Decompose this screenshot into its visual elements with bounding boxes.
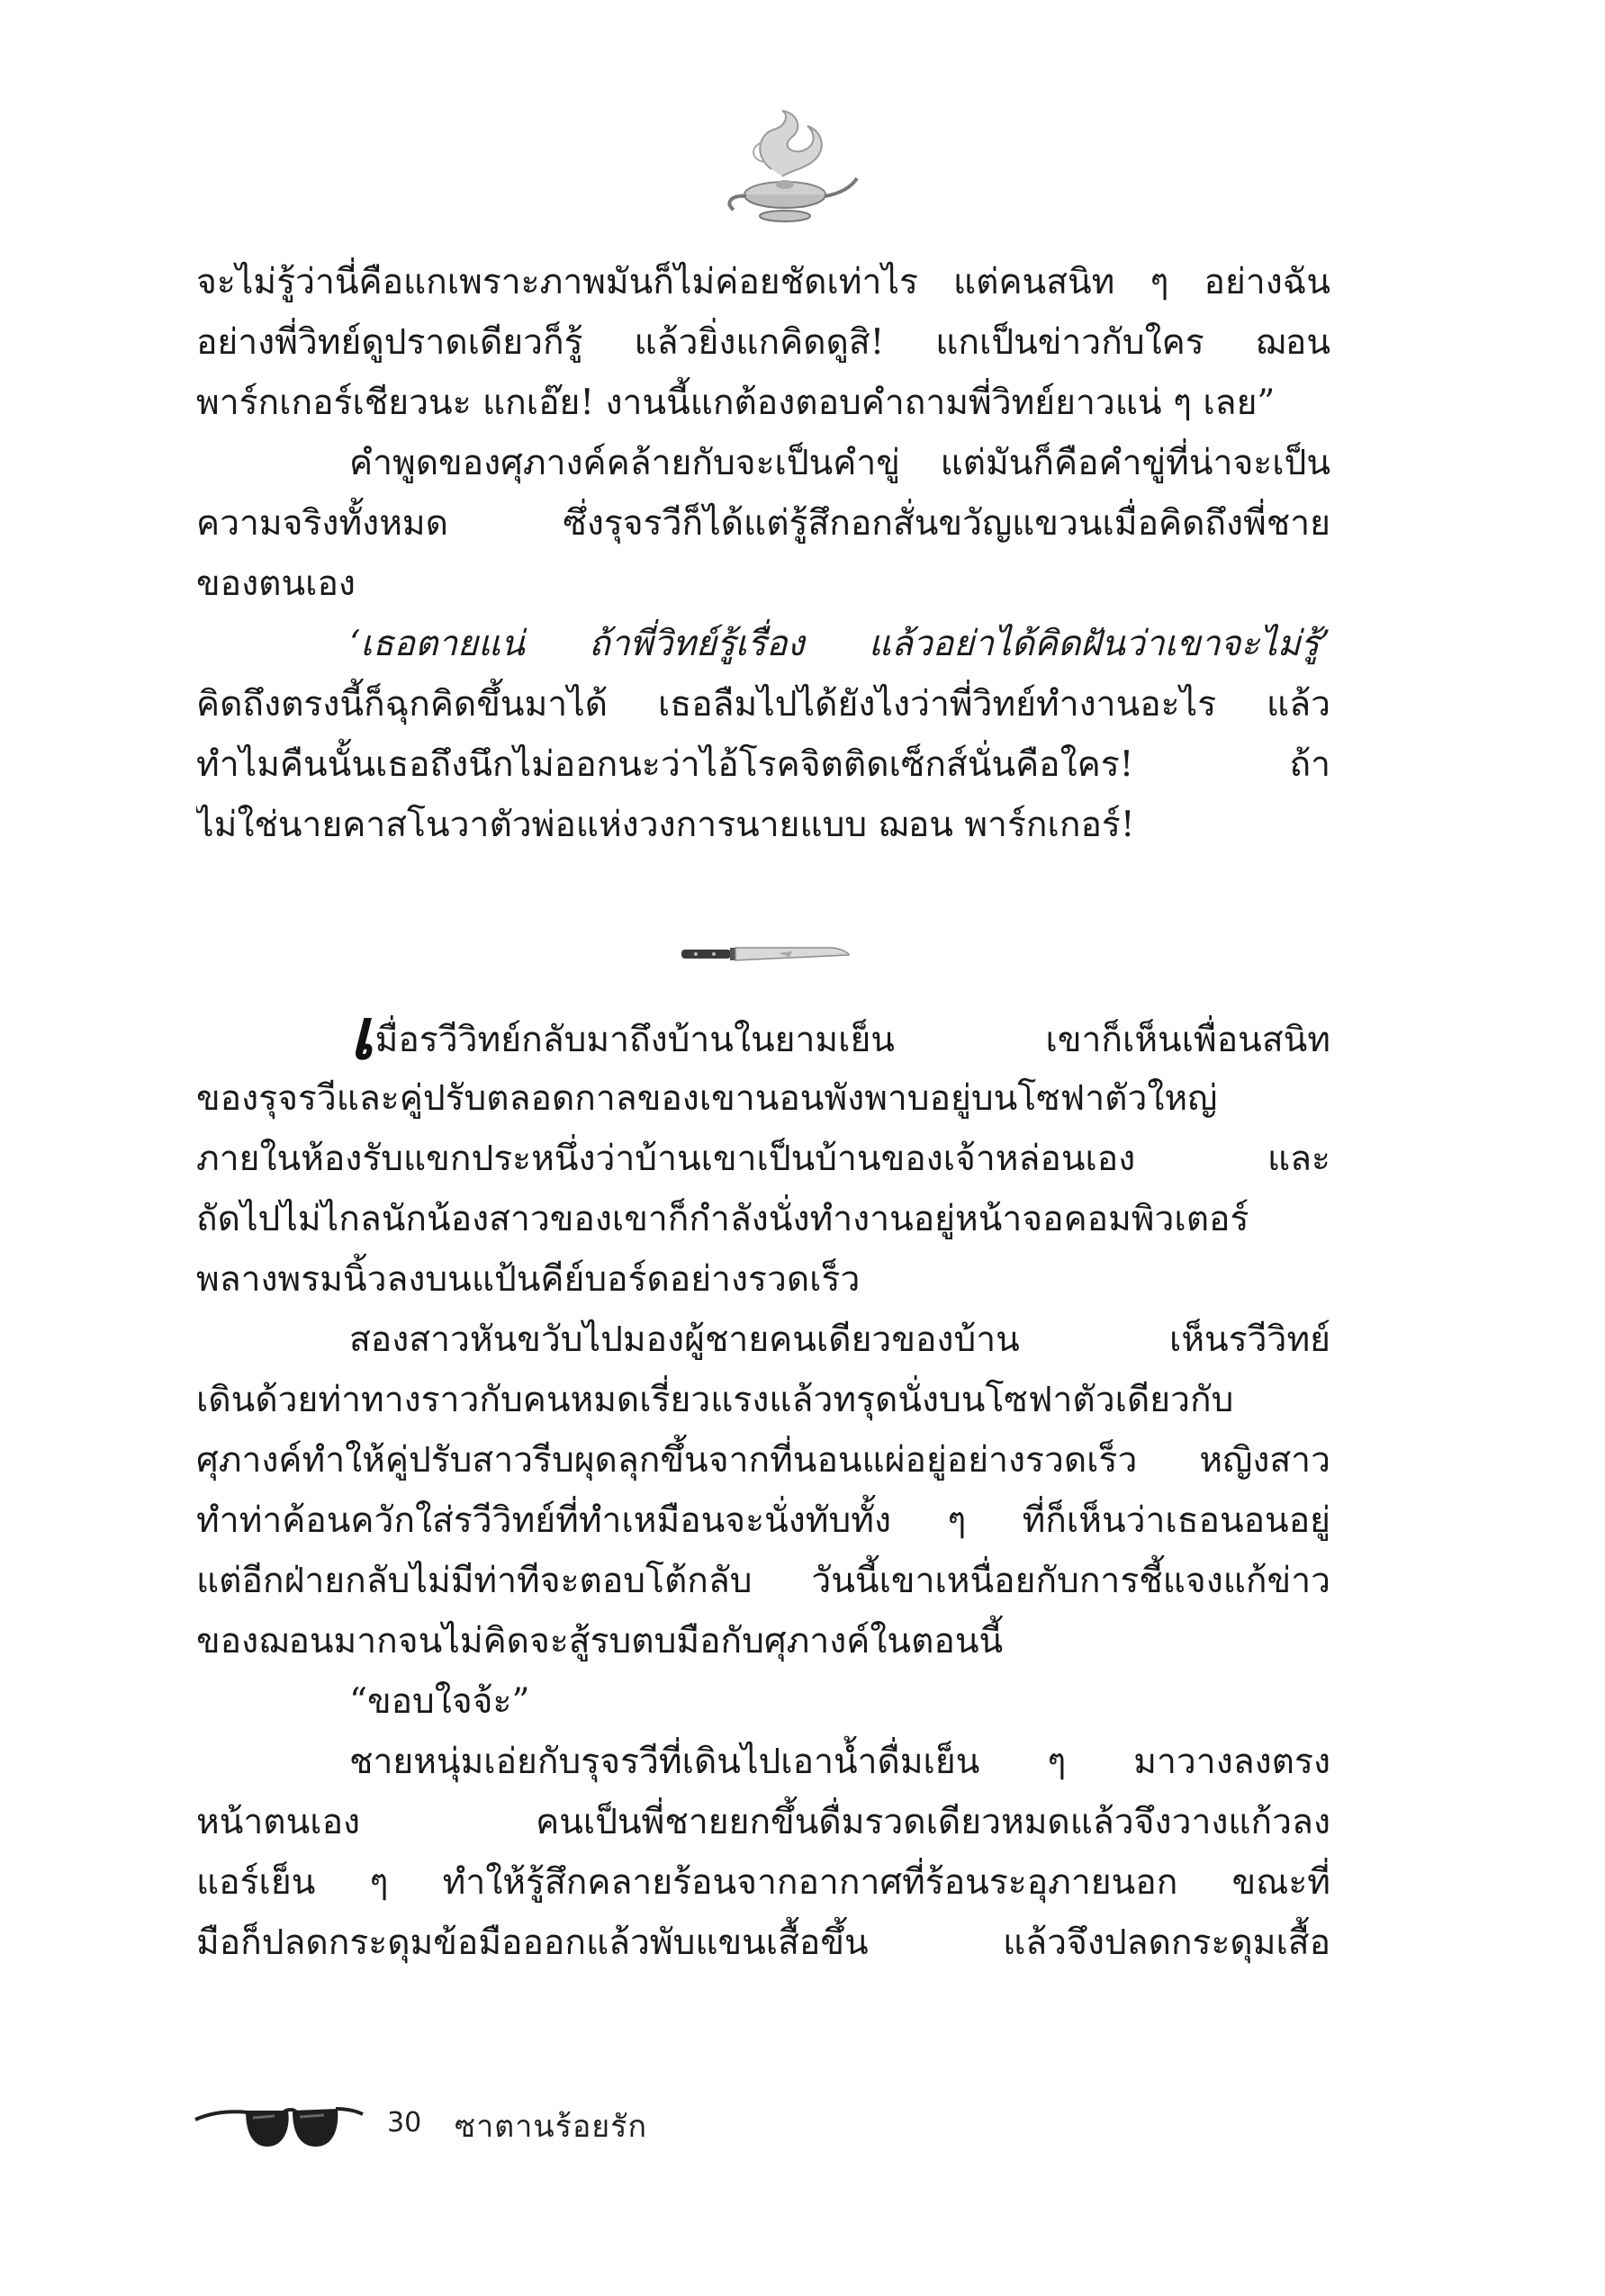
- knife-divider-icon: [680, 941, 851, 968]
- text-line: มือก็ปลดกระดุมข้อมือออกแล้วพับแขนเสื้อขึ้น แล้วจึงปลดกระดุมเสื้อ: [196, 1922, 1330, 1963]
- text-line: ภายในห้องรับแขกประหนึ่งว่าบ้านเขาเป็นบ้านของเจ้าหล่อนเอง และ: [196, 1139, 1330, 1179]
- opening-line: [196, 1008, 1330, 1068]
- magic-lamp-icon: [708, 106, 861, 232]
- text-line: คำพูดของศุภางค์คล้ายกับจะเป็นคำขู่ แต่มันก็คือคำขู่ที่น่าจะเป็น: [349, 443, 1330, 483]
- text-line: ถัดไปไม่ไกลนักน้องสาวของเขาก็กำลังนั่งทำงานอยู่หน้าจอคอมพิวเตอร์: [196, 1199, 1249, 1239]
- italic-thought-line: ‘เธอตายแน่ ถ้าพี่วิทย์รู้เรื่อง แล้วอย่าได้คิดฝันว่าเขาจะไม่รู้’: [349, 624, 1330, 664]
- text-line: แอร์เย็น ๆ ทำให้รู้สึกคลายร้อนจากอากาศที่ร้อนระอุภายนอก ขณะที่: [196, 1862, 1330, 1903]
- text-line: ศุภางค์ทำให้คู่ปรับสาวรีบผุดลุกขึ้นจากที่นอนแผ่อยู่อย่างรวดเร็ว หญิงสาว: [196, 1440, 1330, 1481]
- dialogue-line: “ขอบใจจ้ะ”: [349, 1681, 530, 1722]
- text-line: ความจริงทั้งหมด ซึ่งรุจรวีก็ได้แต่รู้สึกอกสั่นขวัญแขวนเมื่อคิดถึงพี่ชาย: [196, 503, 1330, 544]
- text-line: หน้าตนเอง คนเป็นพี่ชายยกขึ้นดื่มรวดเดียวหมดแล้วจึงวางแก้วลง: [196, 1802, 1330, 1842]
- text-line: ของรุจรวีและคู่ปรับตลอดกาลของเขานอนพังพาบอยู่บนโซฟาตัวใหญ่: [196, 1078, 1218, 1119]
- text-line: แต่อีกฝ่ายกลับไม่มีท่าทีจะตอบโต้กลับ วันนี้เขาเหนื่อยกับการชี้แจงแก้ข่าว: [196, 1561, 1330, 1601]
- text-line: อย่างพี่วิทย์ดูปราดเดียวก็รู้ แล้วยิ่งแกคิดดูสิ! แกเป็นข่าวกับใคร ฌอน: [196, 322, 1330, 363]
- text-line: ของฌอนมากจนไม่คิดจะสู้รบตบมือกับศุภางค์ในตอนนี้: [196, 1621, 1004, 1661]
- text-line: พลางพรมนิ้วลงบนแป้นคีย์บอร์ดอย่างรวดเร็ว: [196, 1259, 861, 1300]
- paragraph-block-2: [196, 1008, 1330, 1973]
- text-line: ชายหนุ่มเอ่ยกับรุจรวีที่เดินไปเอาน้ำดื่มเย็น ๆ มาวางลงตรง: [349, 1742, 1330, 1782]
- page-footer: [194, 2084, 734, 2165]
- drop-cap: เ: [349, 1008, 374, 1068]
- text-line: เดินด้วยท่าทางราวกับคนหมดเรี่ยวแรงแล้วทรุดนั่งบนโซฟาตัวเดียวกับ: [196, 1380, 1234, 1420]
- text-line: ทำท่าค้อนควักใส่รวีวิทย์ที่ทำเหมือนจะนั่งทับทั้ง ๆ ที่ก็เห็นว่าเธอนอนอยู่: [196, 1500, 1330, 1541]
- first-line-text: มื่อรวีวิทย์กลับมาถึงบ้านในยามเย็น เขาก็เห็นเพื่อนสนิท: [374, 1020, 1330, 1060]
- text-line: ทำไมคืนนั้นเธอถึงนึกไม่ออกนะว่าไอ้โรคจิตติดเซ็กส์นั่นคือใคร! ถ้า: [196, 744, 1330, 785]
- text-line: ไม่ใช่นายคาสโนวาตัวพ่อแห่งวงการนายแบบ ฌอน พาร์กเกอร์!: [196, 805, 1135, 845]
- sunglasses-icon: [194, 2093, 365, 2156]
- text-line: สองสาวหันขวับไปมองผู้ชายคนเดียวของบ้าน เห็นรวีวิทย์: [349, 1319, 1330, 1360]
- page-number: 30: [387, 2107, 422, 2138]
- text-line: คิดถึงตรงนี้ก็ฉุกคิดขึ้นมาได้ เธอลืมไปได้ยังไงว่าพี่วิทย์ทำงานอะไร แล้ว: [196, 684, 1330, 725]
- book-title: ซาตานร้อยรัก: [455, 2109, 648, 2145]
- paragraph-block-1: [196, 252, 1330, 855]
- text-line: จะไม่รู้ว่านี่คือแกเพราะภาพมันก็ไม่ค่อยชัดเท่าไร แต่คนสนิท ๆ อย่างฉัน: [196, 262, 1330, 302]
- text-line: ของตนเอง: [196, 563, 356, 604]
- text-line: พาร์กเกอร์เชียวนะ แกเอ๊ย! งานนี้แกต้องตอบคำถามพี่วิทย์ยาวแน่ ๆ เลย”: [196, 383, 1276, 423]
